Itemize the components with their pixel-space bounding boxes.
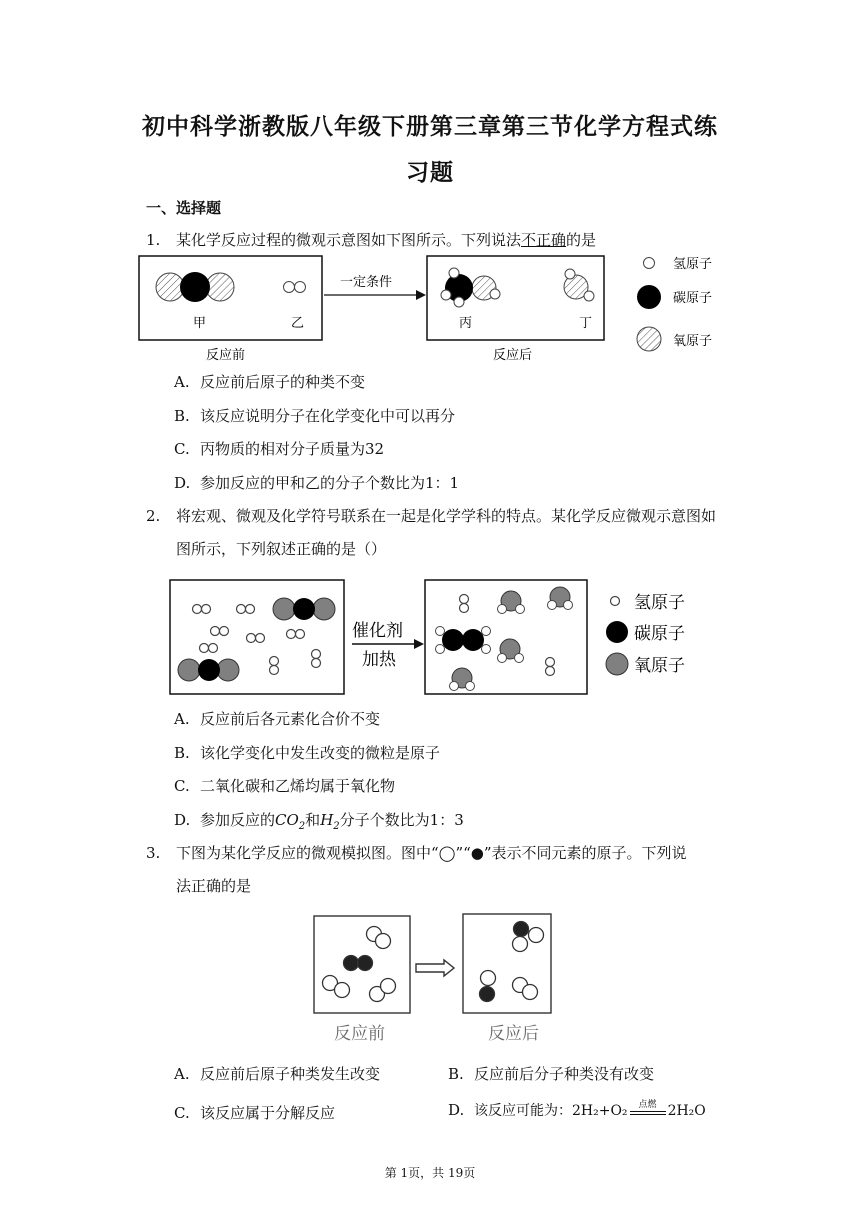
question-text-underlined: 不正确 xyxy=(521,231,567,249)
label-jia: 甲 xyxy=(193,316,207,331)
formula-h2: $H_2$ xyxy=(320,811,340,832)
q3-option-b[interactable] xyxy=(448,1063,654,1084)
option-text: 反应前后原子种类发生改变 xyxy=(200,1065,381,1083)
arrow-head xyxy=(416,290,426,300)
arrow-condition-label: 一定条件 xyxy=(340,275,393,290)
legend-oxygen-icon xyxy=(606,653,628,675)
option-letter: A. xyxy=(174,373,190,391)
reaction-condition: 点燃 xyxy=(628,1101,668,1121)
option-letter: A. xyxy=(174,1065,190,1083)
label-after: 反应后 xyxy=(488,1024,539,1044)
option-letter: C. xyxy=(174,440,190,458)
q2-option-c[interactable] xyxy=(174,775,395,796)
option-letter: D. xyxy=(174,811,191,829)
legend-hydrogen-icon xyxy=(644,258,655,269)
question-number: 2. xyxy=(146,507,161,525)
equation-lhs: 2H₂+O₂ xyxy=(572,1103,628,1119)
arrow-label-heat: 加热 xyxy=(362,650,396,670)
page-footer: 第 1页，共 19页 xyxy=(384,1166,476,1180)
molecule-bing xyxy=(441,268,500,307)
legend-hydrogen-label: 氢原子 xyxy=(673,257,713,272)
legend-hydrogen-icon xyxy=(611,597,620,606)
question-text-line2: 法正确的是 xyxy=(176,877,252,895)
option-letter: C. xyxy=(174,1104,190,1122)
legend xyxy=(606,593,685,676)
legend-carbon-icon xyxy=(606,621,628,643)
option-text: 反应前后各元素化合价不变 xyxy=(200,710,381,728)
label-ding: 丁 xyxy=(579,316,593,331)
molecule-jia xyxy=(156,272,234,302)
option-text: 反应前后分子种类没有改变 xyxy=(474,1065,655,1083)
option-text: 参加反应的甲和乙的分子个数比为1：1 xyxy=(200,474,460,492)
question-text-line1: 下图为某化学反应的微观模拟图。图中“◯”“●”表示不同元素的原子。下列说 xyxy=(176,844,687,862)
arrow-label-catalyst: 催化剂 xyxy=(352,621,403,641)
legend-oxygen-icon xyxy=(637,327,661,351)
question-number: 1. xyxy=(146,231,161,249)
option-text-pre: 该反应可能为： xyxy=(474,1103,572,1119)
q3-reaction-figure xyxy=(310,908,560,1048)
label-yi: 乙 xyxy=(291,316,305,331)
q1-option-d[interactable] xyxy=(174,472,459,493)
option-letter: C. xyxy=(174,777,190,795)
option-text-pre: 参加反应的 xyxy=(200,811,276,829)
q1-option-a[interactable] xyxy=(174,371,365,392)
legend-carbon-label: 碳原子 xyxy=(673,291,713,306)
q1-reaction-figure xyxy=(136,250,736,368)
option-text-post: 分子个数比为1：3 xyxy=(339,811,464,829)
doc-title-line1: 初中科学浙教版八年级下册第三章第三节化学方程式练 xyxy=(142,113,718,140)
question-text xyxy=(176,230,736,250)
label-before: 反应前 xyxy=(334,1024,385,1044)
legend-hydrogen-label: 氢原子 xyxy=(634,593,685,613)
option-letter: D. xyxy=(448,1101,465,1119)
arrow-head xyxy=(414,639,424,649)
formula-co2: $CO_2$ xyxy=(275,811,306,832)
q3-option-a[interactable] xyxy=(174,1063,380,1084)
molecule-ding xyxy=(564,269,594,301)
option-letter: B. xyxy=(174,407,190,425)
option-text: 丙物质的相对分子质量为32 xyxy=(200,440,385,458)
option-text-mid: 和 xyxy=(305,811,321,829)
option-letter: A. xyxy=(174,710,190,728)
section-heading: 一、选择题 xyxy=(146,199,222,217)
question-text-line2: 图所示，下列叙述正确的是（） xyxy=(176,540,387,558)
doc-title-line2: 习题 xyxy=(406,159,454,186)
question-text-line1: 将宏观、微观及化学符号联系在一起是化学学科的特点。某化学反应微观示意图如 xyxy=(176,507,717,525)
legend-oxygen-label: 氧原子 xyxy=(634,656,685,676)
molecule-yi xyxy=(284,282,306,293)
question-text-post: 的是 xyxy=(566,231,597,249)
q2-reaction-figure xyxy=(168,576,708,702)
q1-option-b[interactable] xyxy=(174,405,455,426)
option-text: 反应前后原子的种类不变 xyxy=(200,373,366,391)
q3-option-c[interactable] xyxy=(174,1102,335,1123)
question-2 xyxy=(0,506,860,566)
option-letter: B. xyxy=(174,744,190,762)
q2-option-a[interactable] xyxy=(174,708,380,729)
option-text: 该化学变化中发生改变的微粒是原子 xyxy=(200,744,441,762)
ethylene-molecule xyxy=(436,627,491,654)
arrow xyxy=(416,960,454,976)
co2-molecule-2 xyxy=(178,659,239,681)
option-letter: B. xyxy=(448,1065,464,1083)
legend xyxy=(637,257,712,351)
option-text: 二氧化碳和乙烯均属于氧化物 xyxy=(200,777,396,795)
label-before: 反应前 xyxy=(206,348,246,363)
legend-carbon-label: 碳原子 xyxy=(634,624,685,644)
q2-option-d[interactable] xyxy=(174,809,464,832)
question-number: 3. xyxy=(146,844,161,862)
option-text: 该反应说明分子在化学变化中可以再分 xyxy=(200,407,456,425)
question-text-pre: 某化学反应过程的微观示意图如下图所示。下列说法 xyxy=(176,231,522,249)
equation-rhs: 2H₂O xyxy=(667,1103,706,1119)
label-bing: 丙 xyxy=(459,316,473,331)
q3-option-d[interactable] xyxy=(448,1100,706,1121)
q1-option-c[interactable] xyxy=(174,438,384,459)
label-after: 反应后 xyxy=(493,348,533,363)
question-1 xyxy=(0,230,860,252)
question-3 xyxy=(0,843,860,903)
option-text: 该反应属于分解反应 xyxy=(200,1104,336,1122)
co2-molecule-1 xyxy=(273,598,335,620)
q2-option-b[interactable] xyxy=(174,742,440,763)
legend-carbon-icon xyxy=(637,285,661,309)
legend-oxygen-label: 氧原子 xyxy=(673,334,713,349)
option-letter: D. xyxy=(174,474,191,492)
